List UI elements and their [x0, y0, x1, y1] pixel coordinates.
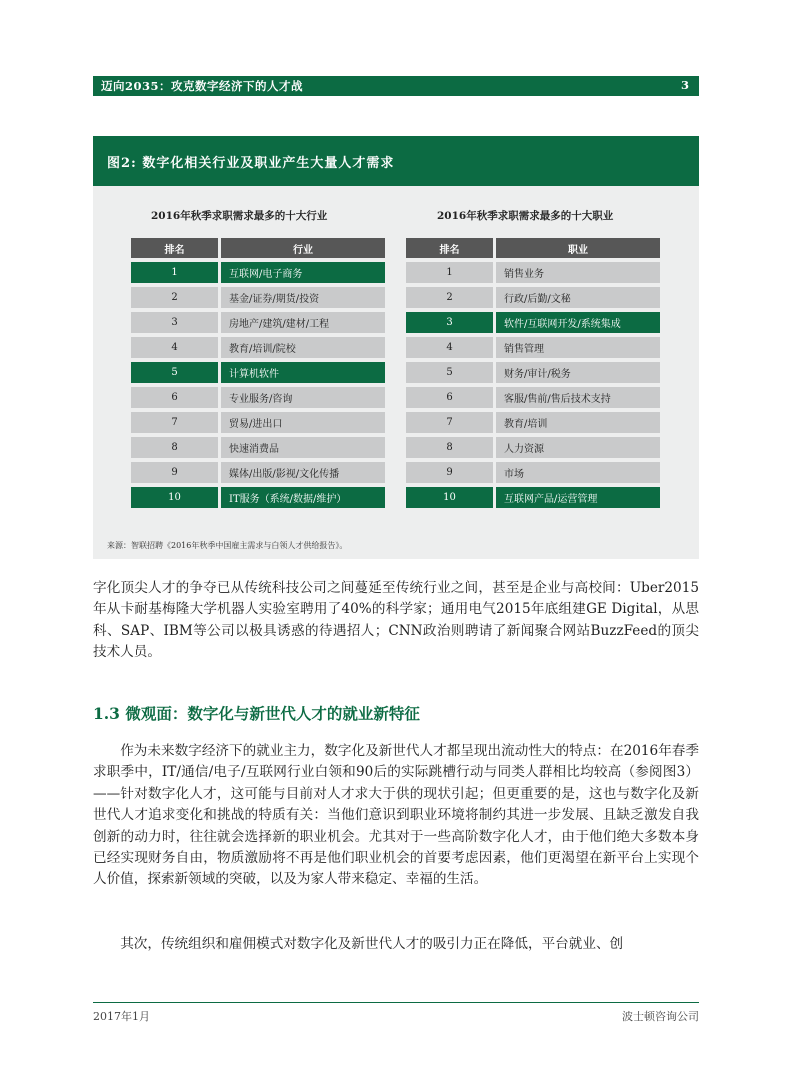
rank-cell: 1 [406, 262, 496, 287]
name-cell: 专业服务/咨询 [221, 387, 385, 412]
figure-panel [93, 136, 699, 559]
right-table-title: 2016年秋季求职需求最多的十大职业 [437, 210, 614, 222]
header-title: 迈向2035：攻克数字经济下的人才战 [101, 79, 304, 93]
name-cell: 快速消费品 [221, 437, 385, 462]
table-row [406, 337, 660, 362]
table-row [406, 262, 660, 287]
rank-column-header: 排名 [406, 238, 496, 262]
rank-cell: 9 [406, 462, 496, 487]
occupation-ranking-table [406, 238, 660, 512]
table-row [131, 287, 385, 312]
table-header-row [131, 238, 385, 262]
table-row [131, 487, 385, 512]
table-row [406, 387, 660, 412]
running-header [93, 76, 699, 96]
rank-cell: 2 [406, 287, 496, 312]
name-cell: 人力资源 [496, 437, 660, 462]
table-header-row [406, 238, 660, 262]
name-cell: 客服/售前/售后技术支持 [496, 387, 660, 412]
table-row [406, 312, 660, 337]
name-cell: 软件/互联网开发/系统集成 [496, 312, 660, 337]
occupation-column-header: 职业 [496, 238, 660, 262]
rank-cell: 7 [131, 412, 221, 437]
left-table-title: 2016年秋季求职需求最多的十大行业 [151, 210, 328, 222]
name-cell: 互联网产品/运营管理 [496, 487, 660, 512]
table-row [406, 287, 660, 312]
table-row [406, 487, 660, 512]
rank-cell: 4 [406, 337, 496, 362]
rank-cell: 2 [131, 287, 221, 312]
name-cell: 行政/后勤/文秘 [496, 287, 660, 312]
name-cell: 媒体/出版/影视/文化传播 [221, 462, 385, 487]
rank-cell: 10 [406, 487, 496, 512]
name-cell: 财务/审计/税务 [496, 362, 660, 387]
figure-source-note: 来源：智联招聘《2016年秋季中国雇主需求与白领人才供给报告》。 [107, 541, 348, 550]
name-cell: 教育/培训 [496, 412, 660, 437]
rank-cell: 3 [131, 312, 221, 337]
rank-cell: 9 [131, 462, 221, 487]
table-row [131, 262, 385, 287]
body-paragraph: 字化顶尖人才的争夺已从传统科技公司之间蔓延至传统行业之间，甚至是企业与高校间：Uber2015年从卡耐基梅隆大学机器人实验室聘用了40%的科学家；通用电气2015年底组建GE Digital，从思科、SAP、IBM等公司以极具诱惑的待遇招人；CNN政治则聘请了新闻聚合网站BuzzFeed的顶尖技术人员。 [93, 580, 699, 661]
rank-cell: 3 [406, 312, 496, 337]
rank-cell: 8 [131, 437, 221, 462]
body-paragraph: 作为未来数字经济下的就业主力，数字化及新世代人才都呈现出流动性大的特点：在2016年春季求职季中，IT/通信/电子/互联网行业白领和90后的实际跳槽行动与同类人群相比均较高（参阅图3）——针对数字化人才，这可能与目前对人才求大于供的现状引起；但更重要的是，这也与数字化及新世代人才追求变化和挑战的特质有关：当他们意识到职业环境将制约其进一步发展、且缺乏激发自我创新的动力时，往往就会选择新的职业机会。尤其对于一些高阶数字化人才，由于他们绝大多数本身已经实现财务自由，物质激励将不再是他们职业机会的首要考虑因素，他们更渴望在新平台上实现个人价值，探索新领域的突破，以及为家人带来稳定、幸福的生活。 [93, 743, 699, 888]
rank-cell: 4 [131, 337, 221, 362]
table-row [131, 412, 385, 437]
rank-cell: 5 [131, 362, 221, 387]
table-row [131, 312, 385, 337]
rank-cell: 7 [406, 412, 496, 437]
table-row [131, 362, 385, 387]
body-paragraph: 其次，传统组织和雇佣模式对数字化及新世代人才的吸引力正在降低，平台就业、创 [120, 936, 624, 952]
table-row [406, 362, 660, 387]
name-cell: 销售管理 [496, 337, 660, 362]
name-cell: 房地产/建筑/建材/工程 [221, 312, 385, 337]
name-cell: 销售业务 [496, 262, 660, 287]
section-heading: 1.3 微观面：数字化与新世代人才的就业新特征 [93, 704, 420, 723]
table-row [131, 387, 385, 412]
rank-cell: 1 [131, 262, 221, 287]
rank-cell: 8 [406, 437, 496, 462]
figure-title: 图2: 数字化相关行业及职业产生大量人才需求 [107, 156, 395, 171]
name-cell: 教育/培训/院校 [221, 337, 385, 362]
rank-cell: 6 [406, 387, 496, 412]
footer-date: 2017年1月 [93, 1010, 150, 1023]
table-row [131, 437, 385, 462]
footer-divider [93, 1002, 699, 1003]
name-cell: 互联网/电子商务 [221, 262, 385, 287]
rank-cell: 6 [131, 387, 221, 412]
name-cell: 计算机软件 [221, 362, 385, 387]
industry-ranking-table [131, 238, 385, 512]
table-row [406, 412, 660, 437]
rank-cell: 5 [406, 362, 496, 387]
name-cell: 市场 [496, 462, 660, 487]
figure-title-bar [93, 136, 699, 186]
footer-company: 波士顿咨询公司 [622, 1010, 699, 1023]
table-row [131, 337, 385, 362]
rank-column-header: 排名 [131, 238, 221, 262]
rank-cell: 10 [131, 487, 221, 512]
table-row [406, 437, 660, 462]
name-cell: IT服务（系统/数据/维护） [221, 487, 385, 512]
name-cell: 贸易/进出口 [221, 412, 385, 437]
name-cell: 基金/证券/期货/投资 [221, 287, 385, 312]
table-row [406, 462, 660, 487]
industry-column-header: 行业 [221, 238, 385, 262]
page-number: 3 [680, 78, 689, 92]
table-row [131, 462, 385, 487]
